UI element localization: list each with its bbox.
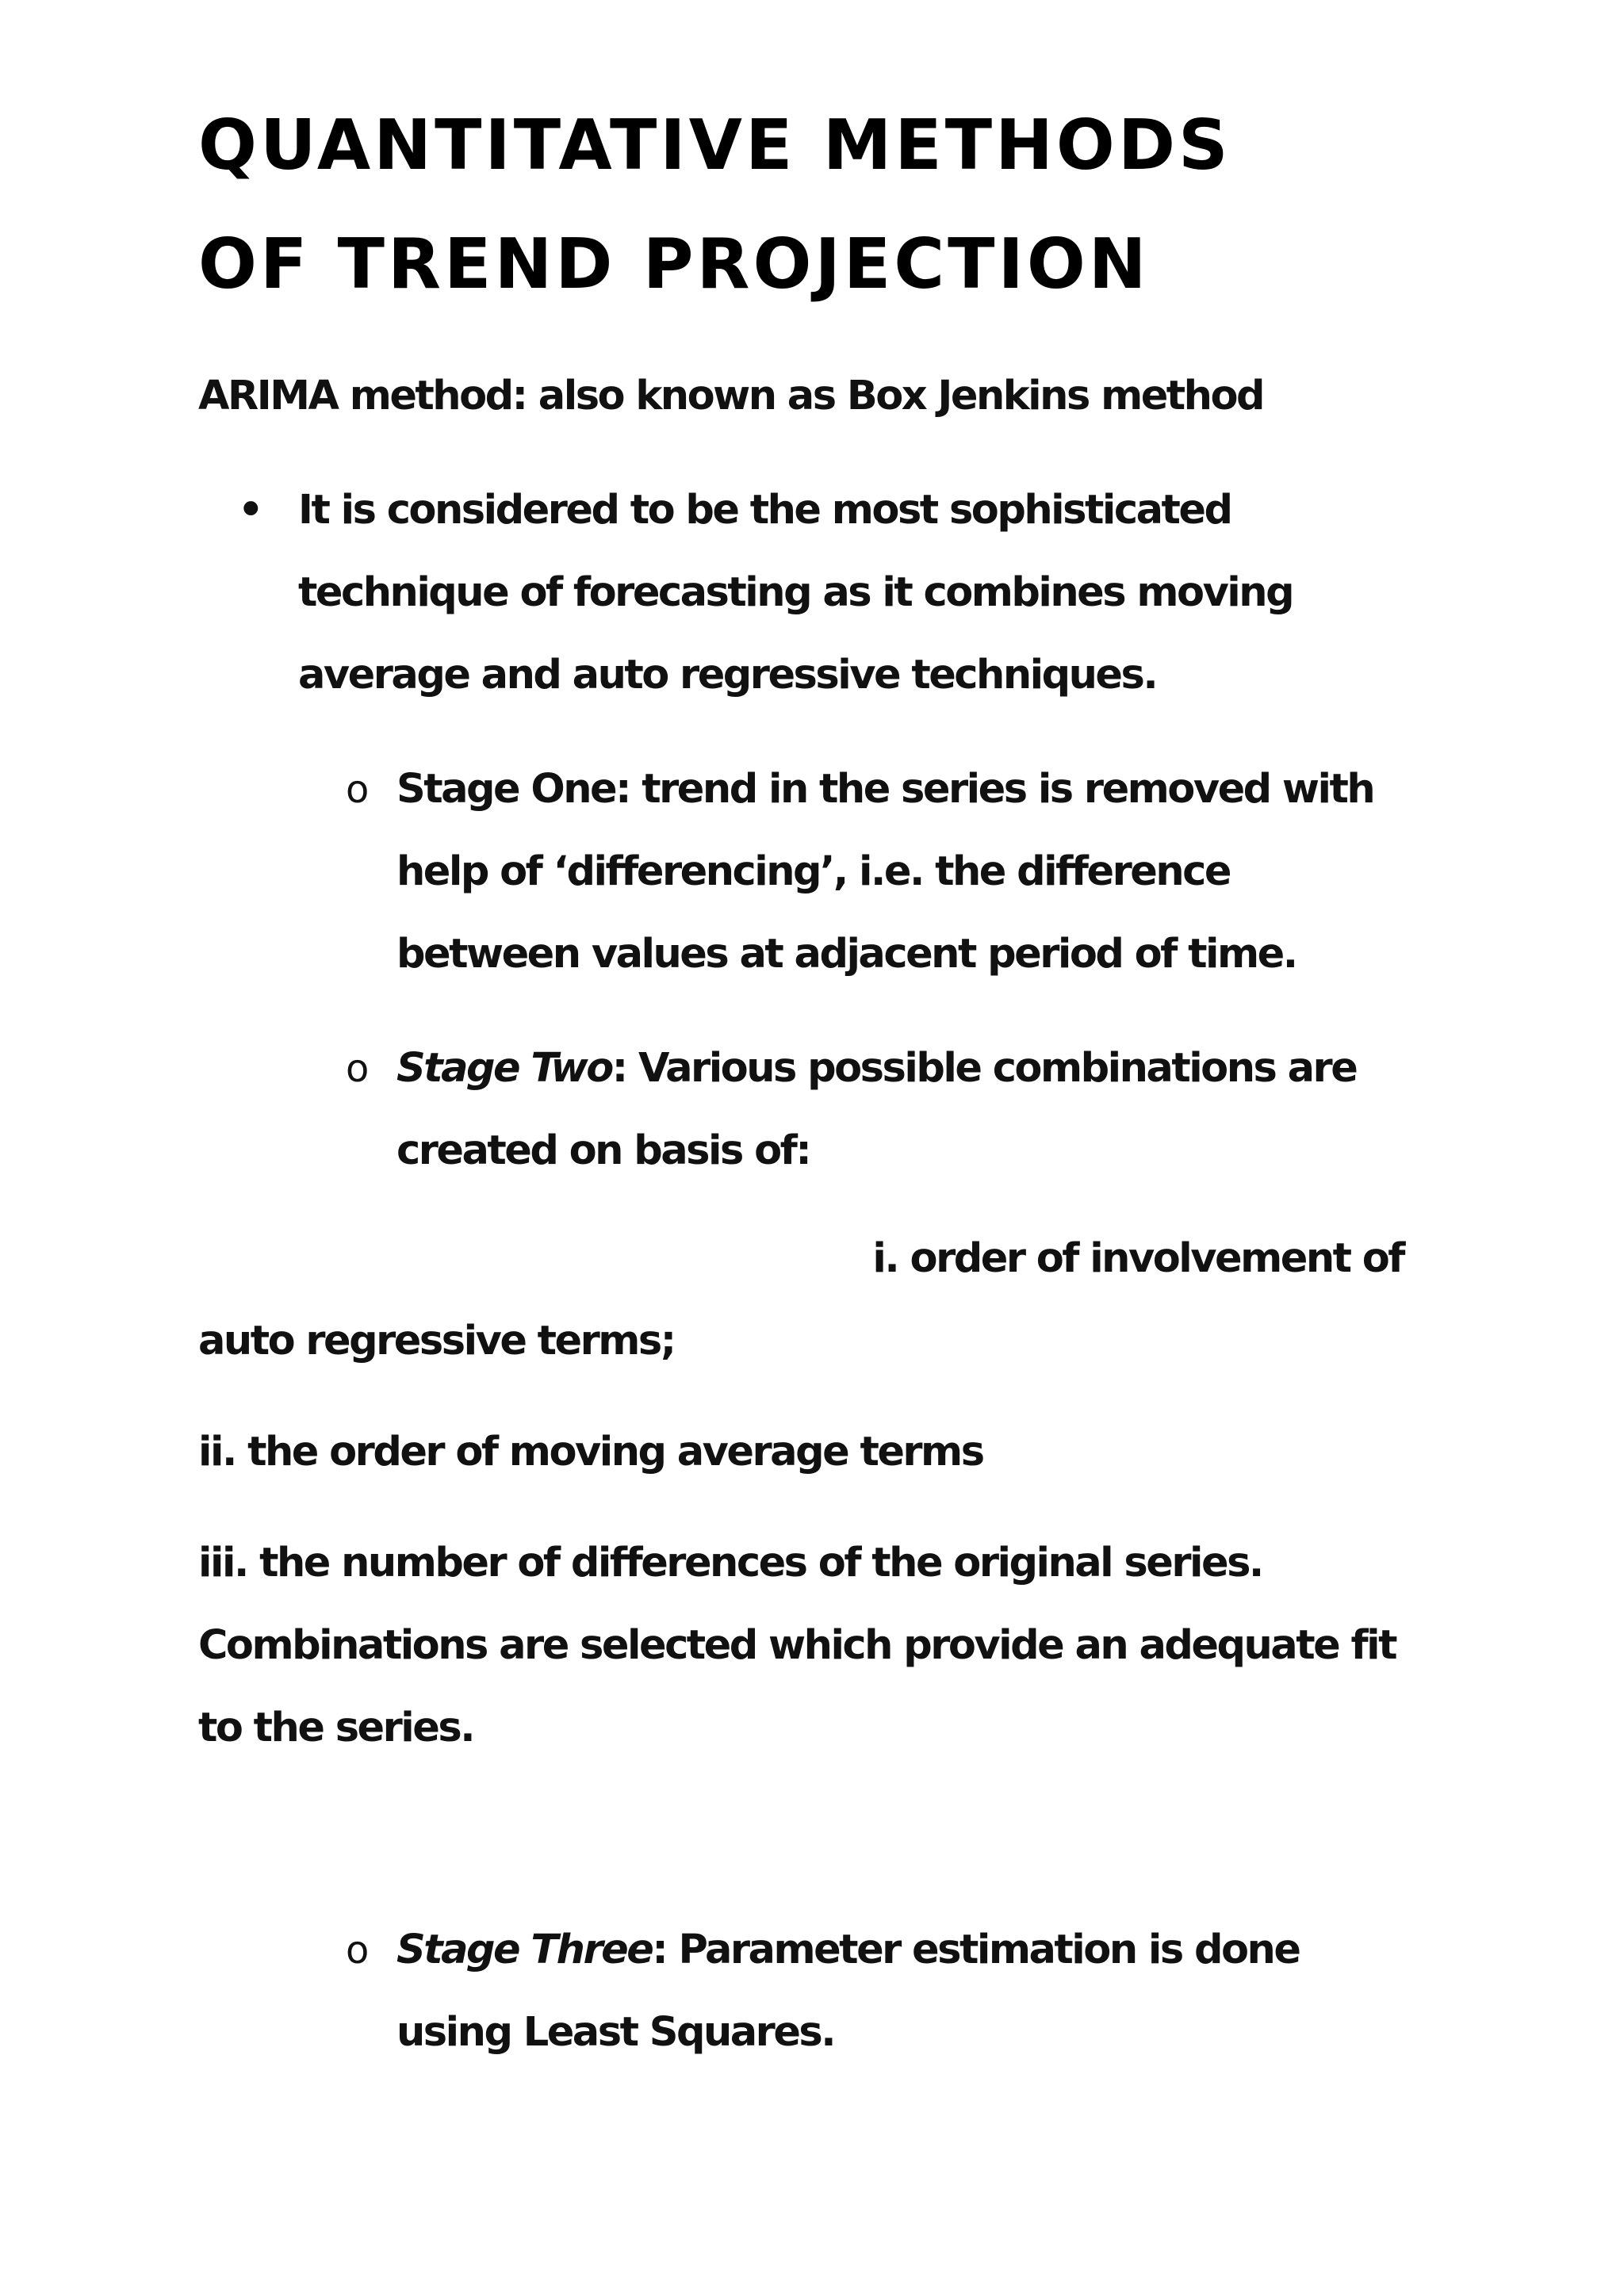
stage-two-description: : Various possible combinations are created on basis of: xyxy=(396,1045,1357,1174)
stage-two-text xyxy=(396,1027,1396,1192)
circle-bullet-icon: o xyxy=(346,1047,370,1091)
stage-three-label: Stage Three xyxy=(396,1927,653,1973)
list-item-ii: ii. the order of moving average terms xyxy=(198,1429,983,1475)
stage-one-text: Stage One: trend in the series is removed with help of ‘differencing’, i.e. the difference between values at adjacent period of time. xyxy=(396,766,1374,978)
circle-bullet-icon: o xyxy=(346,1928,370,1973)
list-item-i xyxy=(198,1218,1411,1383)
circle-bullet-icon: o xyxy=(346,767,370,812)
list-item-i-end: auto regressive terms; xyxy=(198,1318,675,1364)
stage-three-description: : Parameter estimation is done using Least Squares. xyxy=(396,1927,1300,2056)
list-item-iii: iii. the number of differences of the original series. Combinations are selected which provide an adequate fit to the series. xyxy=(198,1540,1396,1751)
stage-two-label: Stage Two xyxy=(396,1045,612,1092)
list-item-i-start: i. order of involvement of xyxy=(872,1235,1404,1282)
page-title-line-2: OF TREND PROJECTION xyxy=(198,224,1150,304)
page-title-line-1: QUANTITATIVE METHODS xyxy=(198,105,1231,186)
intro-heading: ARIMA method: also known as Box Jenkins method xyxy=(198,373,1264,419)
bullet-text: It is considered to be the most sophisticated technique of forecasting as it combines moving average and auto regressive techniques. xyxy=(298,487,1293,698)
page-title xyxy=(198,86,1467,323)
stage-three-text xyxy=(396,1909,1396,2074)
bullet-icon: • xyxy=(238,487,262,534)
